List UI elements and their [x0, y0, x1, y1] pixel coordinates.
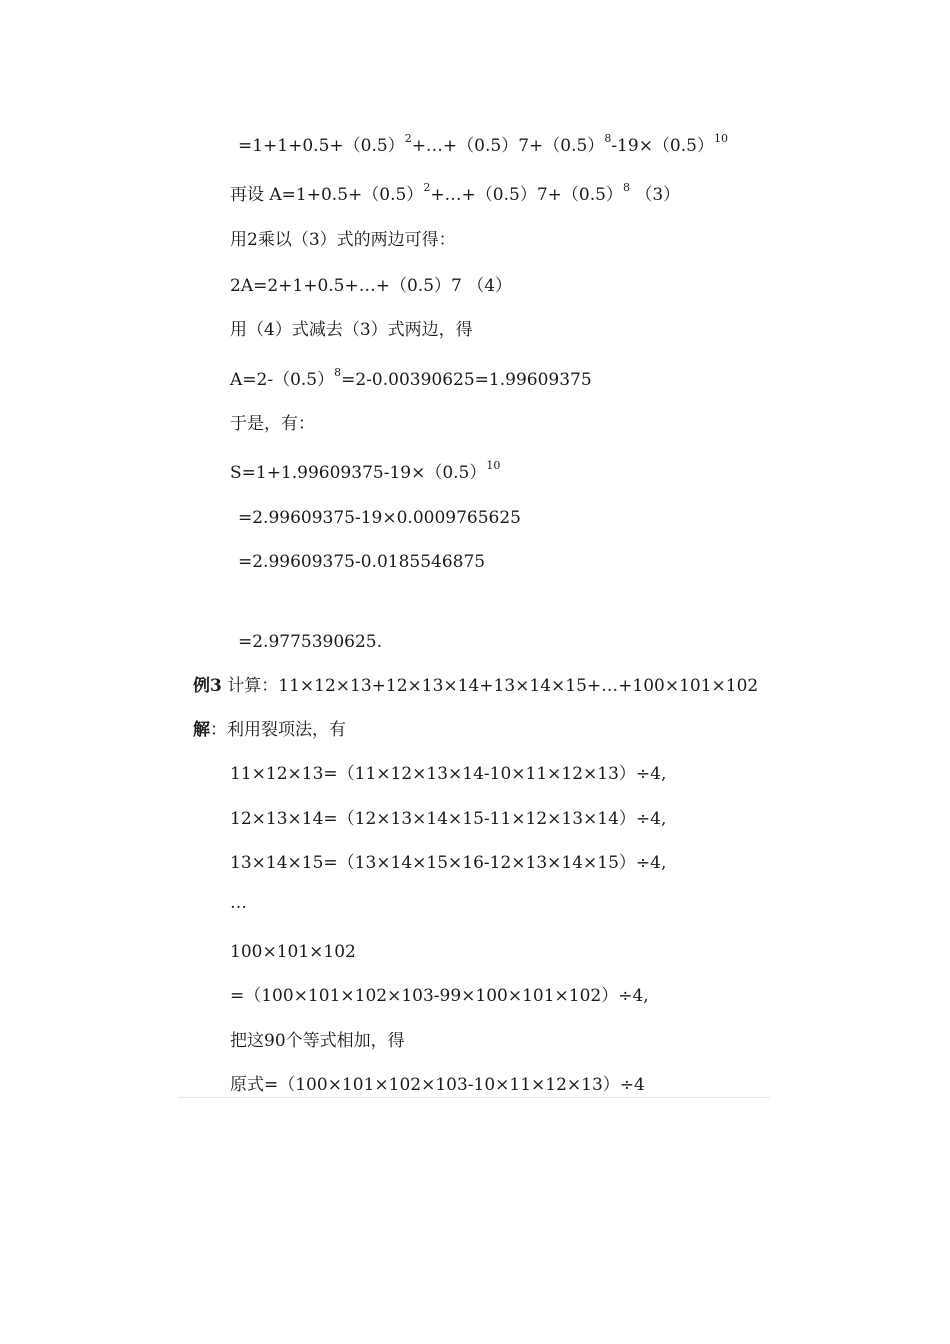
equation-line-2: [230, 181, 681, 205]
text-segment: A=2-（0.5）: [230, 370, 335, 390]
solution-label: 解: [193, 720, 210, 740]
example-text: 计算：11×12×13+12×13×14+13×14×15+…+100×101×102: [221, 676, 759, 696]
equation-line-16: 13×14×15=（13×14×15×16-12×13×14×15）÷4,: [230, 853, 667, 873]
bottom-divider: [178, 1097, 770, 1098]
exponent: 8: [334, 366, 342, 379]
equation-line-11: =2.9775390625.: [238, 632, 383, 652]
equation-line-9: =2.99609375-19×0.0009765625: [238, 508, 521, 528]
text-segment: S=1+1.99609375-19×（0.5）: [230, 463, 487, 483]
example-3-heading: [193, 676, 758, 696]
equation-line-8: [230, 459, 501, 483]
exponent: 8: [604, 132, 612, 145]
equation-line-10: =2.99609375-0.0185546875: [238, 552, 486, 572]
equation-line-4: 2A=2+1+0.5+…+（0.5）7 （4）: [230, 276, 513, 296]
text-segment: +…+（0.5）7+（0.5）: [411, 136, 605, 156]
text-segment: =2-0.00390625=1.99609375: [341, 370, 592, 390]
ellipsis-line: …: [230, 893, 247, 913]
text-segment: -19×（0.5）: [611, 136, 714, 156]
example-label: 例3: [193, 676, 222, 696]
equation-line-19: =（100×101×102×103-99×100×101×102）÷4,: [230, 986, 649, 1006]
text-segment: （3）: [629, 185, 681, 205]
text-line-20: 把这90个等式相加，得: [230, 1031, 405, 1051]
solution-text: ：利用裂项法，有: [210, 720, 346, 740]
equation-line-14: 11×12×13=（11×12×13×14-10×11×12×13）÷4,: [230, 764, 667, 784]
exponent: 8: [622, 181, 630, 194]
text-line-5: 用（4）式减去（3）式两边，得: [230, 320, 473, 340]
equation-line-18: 100×101×102: [230, 942, 356, 962]
equation-line-15: 12×13×14=（12×13×14×15-11×12×13×14）÷4,: [230, 809, 667, 829]
equation-line-1: [238, 132, 728, 156]
exponent: 2: [423, 181, 431, 194]
exponent: 10: [486, 459, 501, 472]
text-line-7: 于是，有：: [230, 414, 315, 434]
text-segment: 再设 A=1+0.5+（0.5）: [230, 185, 424, 205]
text-line-3: 用2乘以（3）式的两边可得：: [230, 230, 456, 250]
exponent: 2: [404, 132, 412, 145]
equation-line-6: [230, 366, 592, 390]
text-segment: +…+（0.5）7+（0.5）: [430, 185, 623, 205]
text-segment: =1+1+0.5+（0.5）: [238, 136, 405, 156]
equation-line-21: 原式=（100×101×102×103-10×11×12×13）÷4: [230, 1075, 645, 1095]
exponent: 10: [713, 132, 728, 145]
solution-heading: [193, 720, 346, 740]
